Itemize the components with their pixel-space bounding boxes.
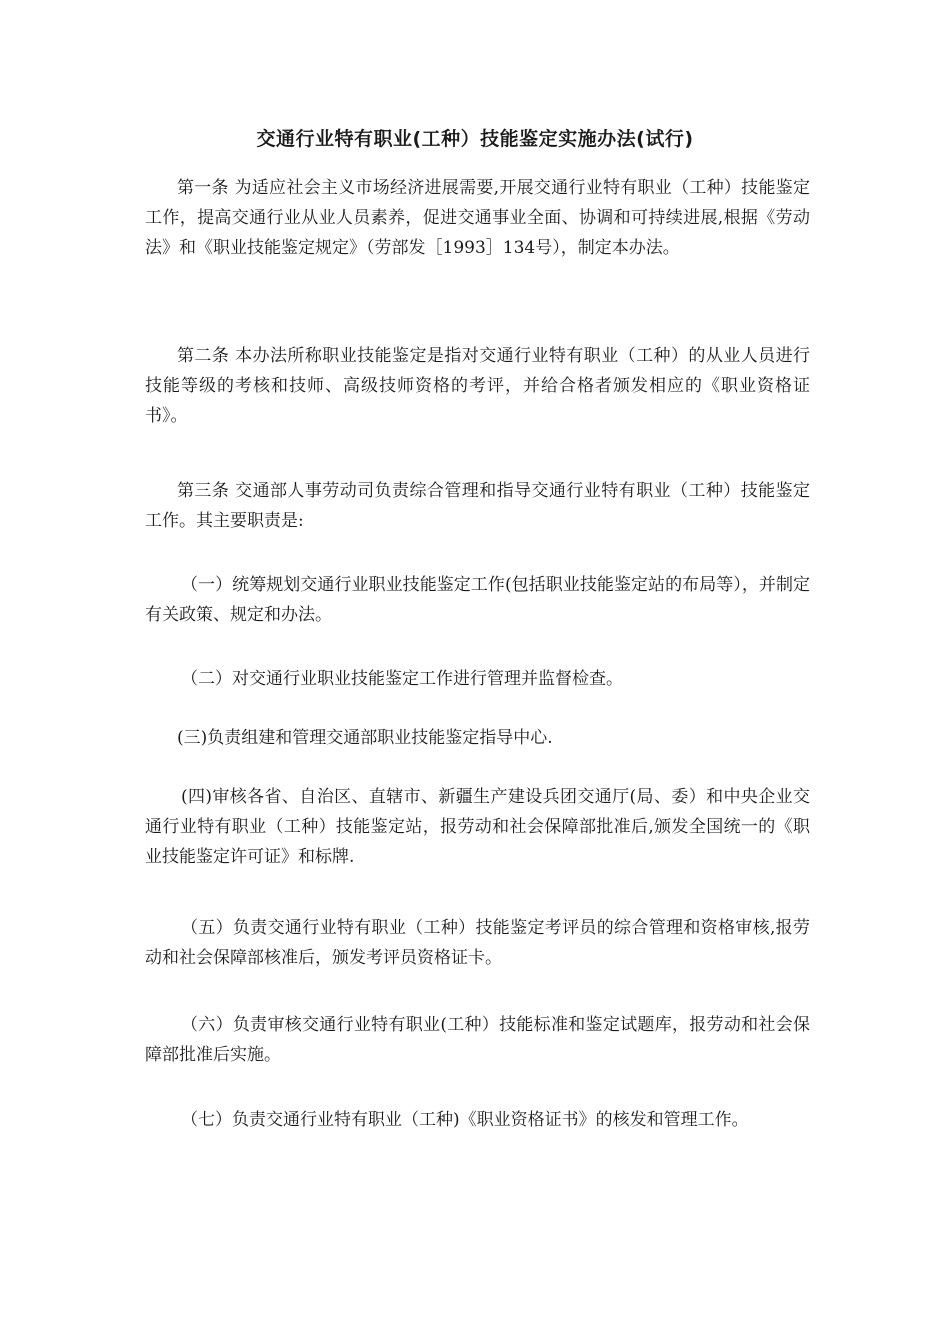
article-3-item-6: （六）负责审核交通行业特有职业(工种）技能标准和鉴定试题库，报劳动和社会保障部批准后实施。 xyxy=(145,1015,810,1065)
article-3-item-7: （七）负责交通行业特有职业（工种)《职业资格证书》的核发和管理工作。 xyxy=(181,1110,749,1130)
article-3: 第三条 交通部人事劳动司负责综合管理和指导交通行业特有职业（工种）技能鉴定工作。其主要职责是: xyxy=(145,481,810,531)
article-3-item-1: （一）统筹规划交通行业职业技能鉴定工作(包括职业技能鉴定站的布局等），并制定有关政策、规定和办法。 xyxy=(145,575,810,625)
article-3-item-4: (四)审核各省、自治区、直辖市、新疆生产建设兵团交通厅(局、委）和中央企业交通行业特有职业（工种）技能鉴定站，报劳动和社会保障部批准后,颁发全国统一的《职业技能鉴定许可证》和标牌. xyxy=(145,787,810,867)
article-3-item-5: （五）负责交通行业特有职业（工种）技能鉴定考评员的综合管理和资格审核,报劳动和社会保障部核准后，颁发考评员资格证卡。 xyxy=(145,918,810,968)
article-2: 第二条 本办法所称职业技能鉴定是指对交通行业特有职业（工种）的从业人员进行技能等级的考核和技师、高级技师资格的考评，并给合格者颁发相应的《职业资格证书》。 xyxy=(145,346,810,426)
article-3-item-2: （二）对交通行业职业技能鉴定工作进行管理并监督检查。 xyxy=(181,669,623,689)
article-3-item-3: (三)负责组建和管理交通部职业技能鉴定指导中心. xyxy=(177,728,553,748)
document-title: 交通行业特有职业(工种）技能鉴定实施办法(试行) xyxy=(256,128,694,150)
article-1: 第一条 为适应社会主义市场经济进展需要,开展交通行业特有职业（工种）技能鉴定工作，提高交通行业从业人员素养，促进交通事业全面、协调和可持续进展,根据《劳动法》和《职业技能鉴定规定》（劳部发［1993］134号），制定本办法。 xyxy=(145,178,810,258)
